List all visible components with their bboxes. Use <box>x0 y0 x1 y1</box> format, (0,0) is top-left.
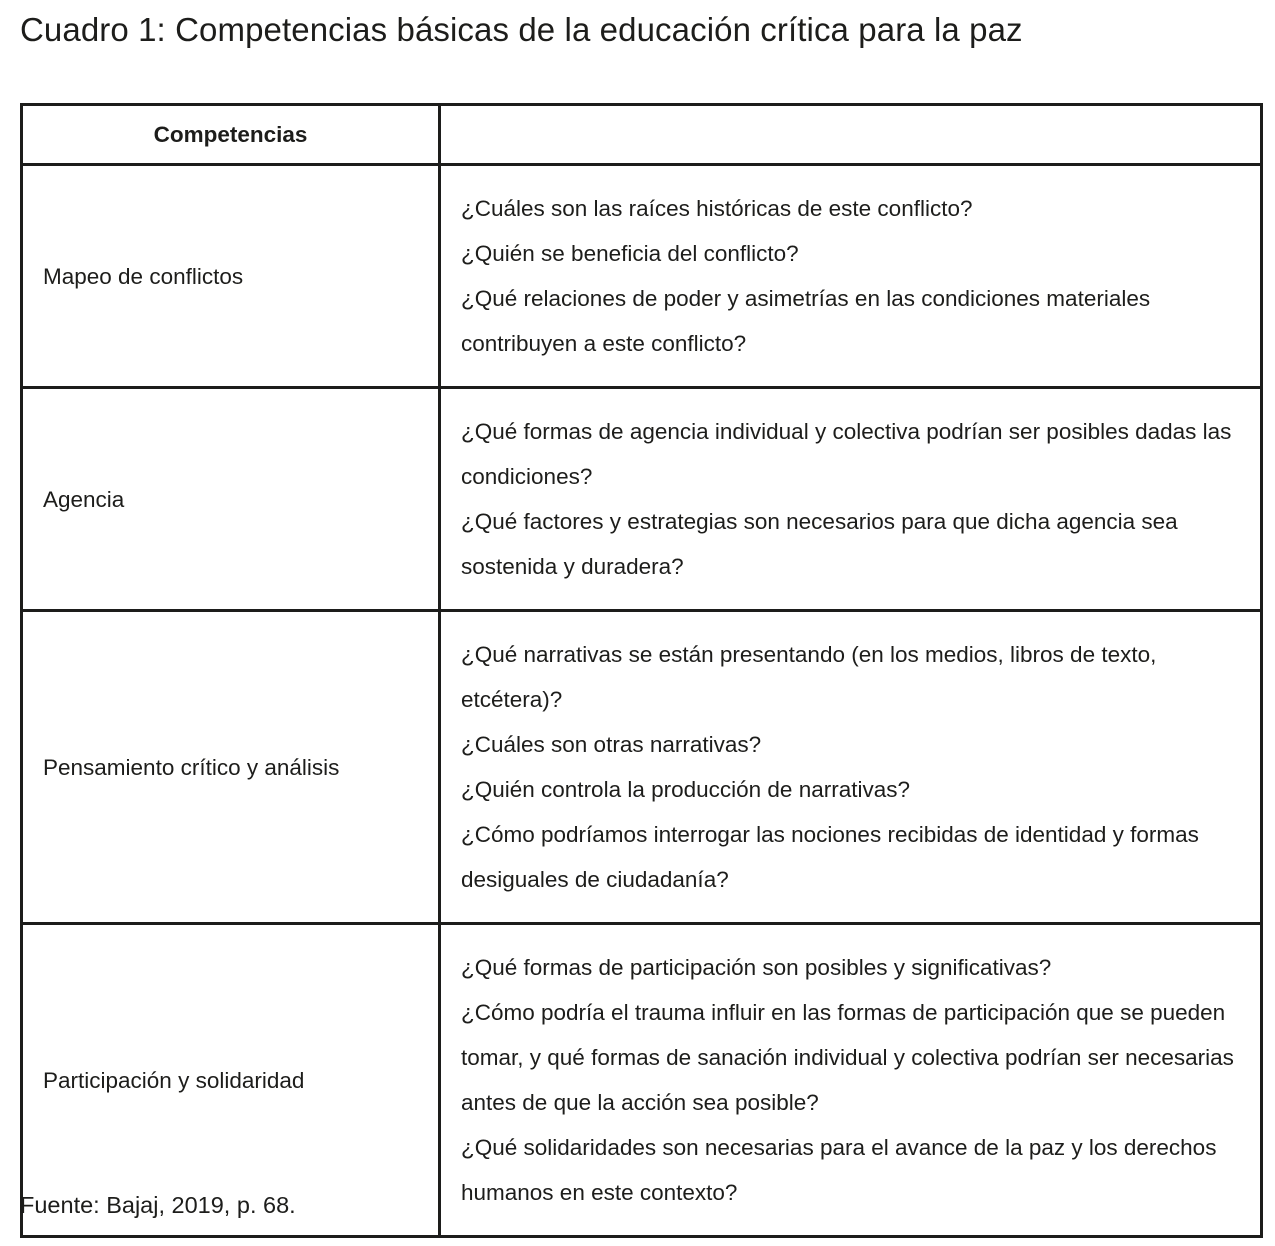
question: ¿Qué solidaridades son necesarias para el avance de la paz y los derechos humanos en este contexto? <box>461 1135 1217 1205</box>
competence-name: Agencia <box>22 388 440 611</box>
question: ¿Cómo podría el trauma influir en las formas de participación que se pueden tomar, y qué formas de sanación individual y colectiva podrían ser necesarias antes de que la acción sea posible? <box>461 1000 1234 1115</box>
table-row <box>22 388 1262 611</box>
question: ¿Qué relaciones de poder y asimetrías en las condiciones materiales contribuyen a este conflicto? <box>461 286 1151 356</box>
competence-questions <box>440 165 1262 388</box>
header-competencias: Competencias <box>22 105 440 165</box>
question: ¿Qué formas de participación son posibles y significativas? <box>461 955 1052 980</box>
source-note: Fuente: Bajaj, 2019, p. 68. <box>20 1192 296 1218</box>
header-empty <box>440 105 1262 165</box>
question: ¿Qué factores y estrategias son necesarios para que dicha agencia sea sostenida y duradera? <box>461 509 1178 579</box>
question: ¿Quién controla la producción de narrativas? <box>461 777 911 802</box>
competence-questions <box>440 924 1262 1237</box>
competence-name: Mapeo de conflictos <box>22 165 440 388</box>
question: ¿Cuáles son las raíces históricas de este conflicto? <box>461 196 973 221</box>
question: ¿Cuáles son otras narrativas? <box>461 732 762 757</box>
table-caption-title: Cuadro 1: Competencias básicas de la educación crítica para la paz <box>20 11 1023 48</box>
competencies-table <box>20 103 1263 1238</box>
question: ¿Cómo podríamos interrogar las nociones recibidas de identidad y formas desiguales de ciudadanía? <box>461 822 1199 892</box>
table-header-row <box>22 105 1262 165</box>
competence-name: Pensamiento crítico y análisis <box>22 611 440 924</box>
table-row <box>22 165 1262 388</box>
competence-questions <box>440 611 1262 924</box>
table-row <box>22 611 1262 924</box>
competence-questions <box>440 388 1262 611</box>
competence-name: Participación y solidaridad <box>22 924 440 1237</box>
question: ¿Quién se beneficia del conflicto? <box>461 241 799 266</box>
question: ¿Qué narrativas se están presentando (en los medios, libros de texto, etcétera)? <box>461 642 1157 712</box>
question: ¿Qué formas de agencia individual y colectiva podrían ser posibles dadas las condiciones? <box>461 419 1232 489</box>
